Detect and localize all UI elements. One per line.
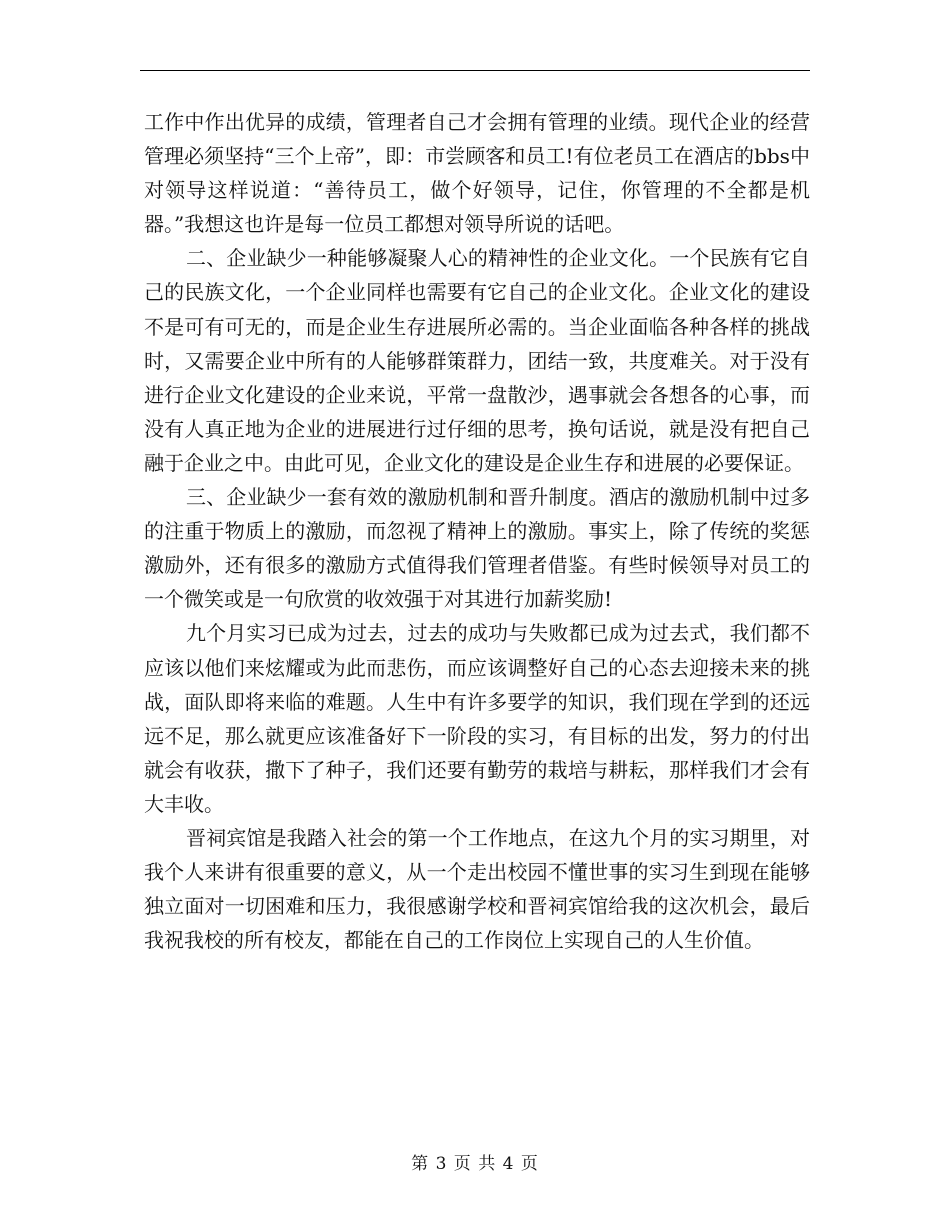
body-text [144, 105, 810, 957]
paragraph-continuation: 工作中作出优异的成绩，管理者自己才会拥有管理的业绩。现代企业的经营管理必须坚持“三个上帝”，即：市尝顾客和员工!有位老员工在酒店的bbs中对领导这样说道：“善待员工，做个好领导，记住，你管理的不全都是机器。”我想这也许是每一位员工都想对领导所说的话吧。 [144, 110, 810, 237]
paragraph-corporate-culture: 二、企业缺少一种能够凝聚人心的精神性的企业文化。一个民族有它自己的民族文化，一个企业同样也需要有它自己的企业文化。企业文化的建设不是可有可无的，而是企业生存进展所必需的。当企业面临各种各样的挑战时，又需要企业中所有的人能够群策群力，团结一致，共度难关。对于没有进行企业文化建设的企业来说，平常一盘散沙，遇事就会各想各的心事，而没有人真正地为企业的进展进行过仔细的思考，换句话说，就是没有把自己融于企业之中。由此可见，企业文化的建设是企业生存和进展的必要保证。 [144, 246, 810, 475]
paragraph-internship-reflection: 九个月实习已成为过去，过去的成功与失败都已成为过去式，我们都不应该以他们来炫耀或为此而悲伤，而应该调整好自己的心态去迎接未来的挑战，面队即将来临的难题。人生中有许多要学的知识，我们现在学到的还远远不足，那么就更应该准备好下一阶段的实习，有目标的出发，努力的付出就会有收获，撒下了种子，我们还要有勤劳的栽培与耕耘，那样我们才会有大丰收。 [144, 621, 810, 816]
paragraph-conclusion: 晋祠宾馆是我踏入社会的第一个工作地点，在这九个月的实习期里，对我个人来讲有很重要的意义，从一个走出校园不懂世事的实习生到现在能够独立面对一切困难和压力，我很感谢学校和晋祠宾馆给我的这次机会，最后我祝我校的所有校友，都能在自己的工作岗位上实现自己的人生价值。 [144, 825, 810, 953]
paragraph-incentive-mechanism: 三、企业缺少一套有效的激励机制和晋升制度。酒店的激励机制中过多的注重于物质上的激励，而忽视了精神上的激励。事实上，除了传统的奖惩激励外，还有很多的激励方式值得我们管理者借鉴。有些时候领导对员工的一个微笑或是一句欣赏的收效强于对其进行加薪奖励! [144, 485, 810, 612]
header-rule [140, 70, 810, 71]
page-number-footer: 第 3 页 共 4 页 [411, 1154, 539, 1174]
